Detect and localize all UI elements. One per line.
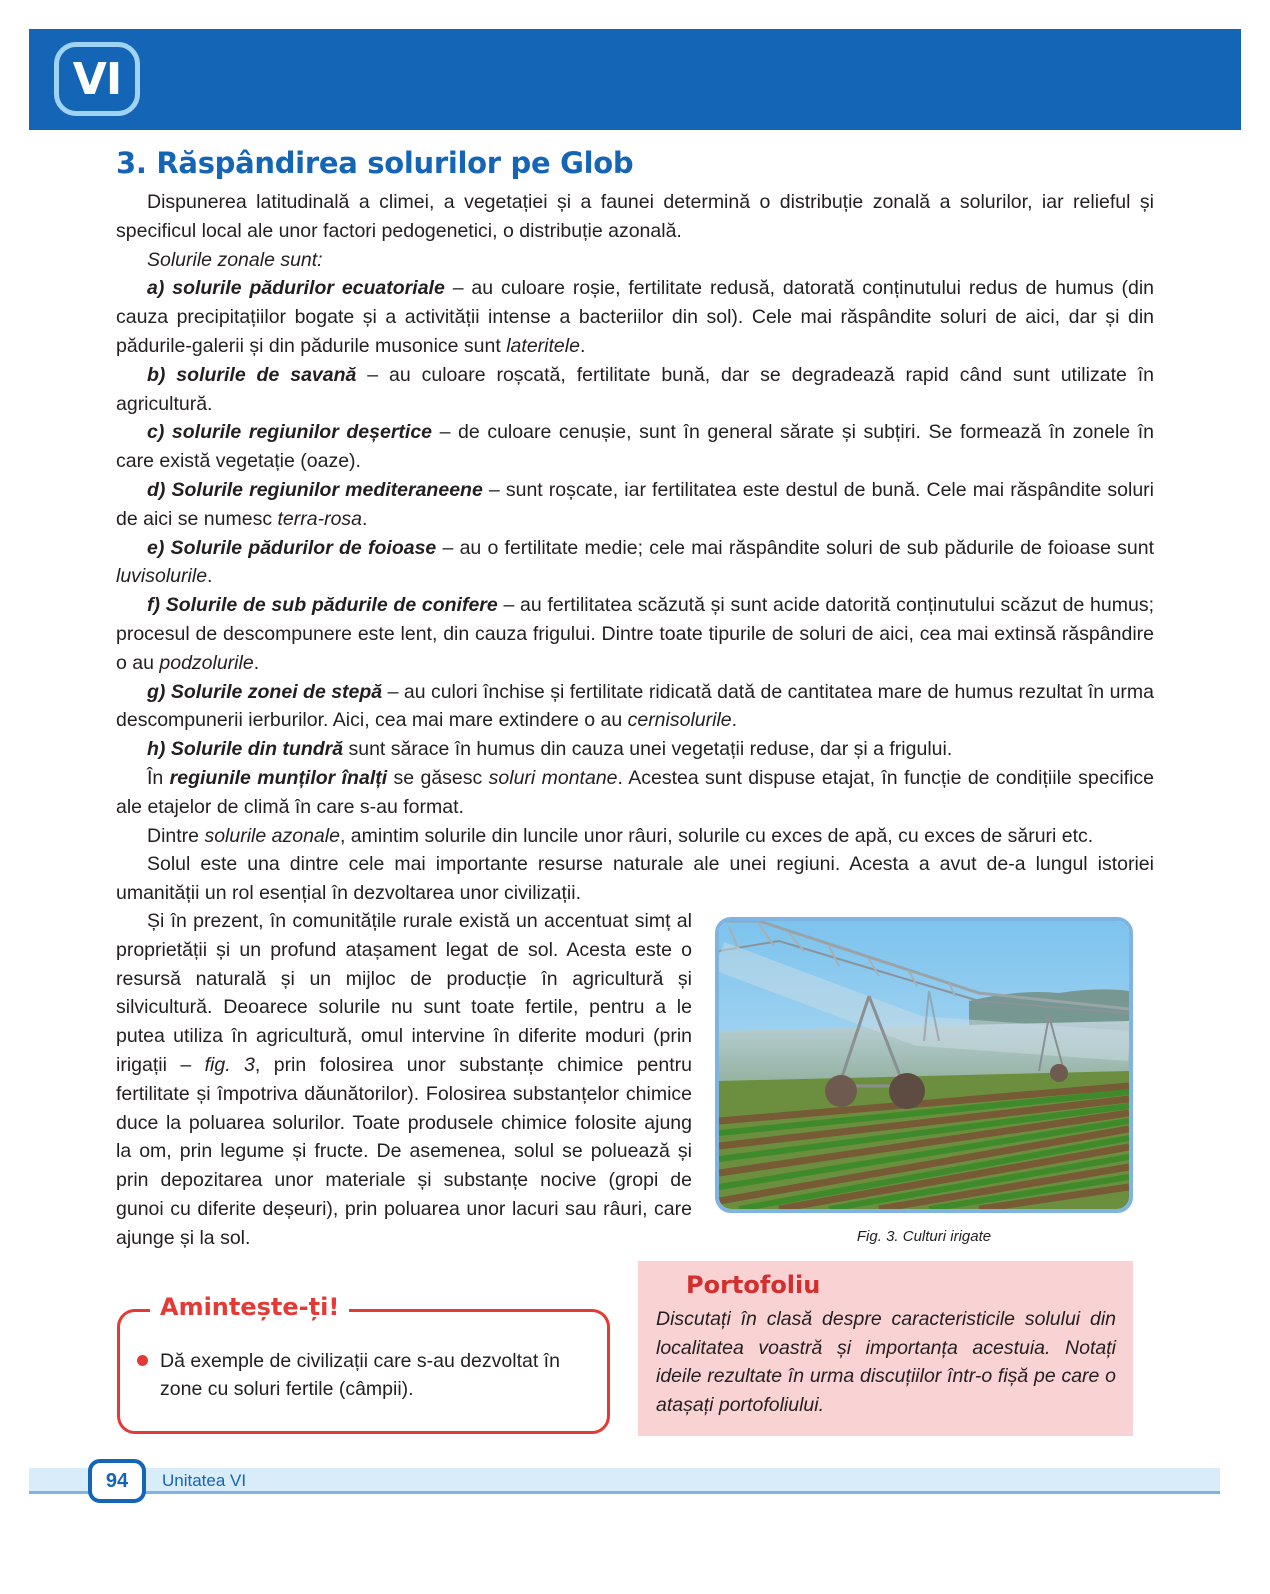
soil-label-g: g) Solurile zonei de stepă bbox=[147, 680, 383, 703]
soil-term-e: luvisolurile bbox=[116, 565, 208, 588]
soil-text-f: – au fertilitatea scăzută și sunt acide datorită conținutului scăzut de humus; procesul de descompunere este lent, din cauza frigului. Dintre toate tipurile de soluri de aici, cea mai extinsă răspândire o au bbox=[116, 594, 1154, 674]
soil-item-e: e) Solurile pădurilor de foioase – au o fertilitate medie; cele mai răspândite soluri de sub pădurile de foioase sunt luvisolurile. bbox=[116, 536, 1154, 588]
soil-label-a: a) solurile pădurilor ecuatoriale bbox=[147, 277, 445, 300]
mountain-mid: se găsesc bbox=[387, 766, 489, 789]
mountain-label: regiunile munților înalți bbox=[169, 766, 388, 789]
unit-badge: VI bbox=[54, 42, 140, 116]
pollution-paragraph bbox=[116, 907, 692, 1253]
azonal-text: , amintim solurile din luncile unor râuri, solurile cu exces de apă, cu exces de săruri etc. bbox=[339, 824, 1094, 847]
mountain-pre: În bbox=[147, 766, 170, 789]
soil-label-e: e) Solurile pădurilor de foioase bbox=[147, 536, 437, 559]
main-text bbox=[116, 188, 1154, 908]
remember-item: Dă exemple de civilizații care s-au dezvoltat în zone cu soluri fertile (câmpii). bbox=[160, 1350, 560, 1400]
remember-title: Amintește-ți! bbox=[150, 1293, 349, 1321]
resource-paragraph: Solul este una dintre cele mai importante resurse naturale ale unei regiuni. Acesta a avut de-a lungul istoriei umanității un rol esențial în dezvoltarea unor civilizații. bbox=[116, 853, 1154, 905]
mountain-text: . Acestea sunt dispuse etajat, în funcție de condițiile specifice ale etajelor de climă în care s-au format. bbox=[116, 766, 1154, 818]
mountain-term: soluri montane bbox=[488, 766, 618, 789]
azonal-term: solurile azonale bbox=[204, 824, 340, 847]
soil-text-d: – sunt roșcate, iar fertilitatea este destul de bună. Cele mai răspândite soluri de aici se numesc bbox=[116, 478, 1154, 530]
soil-label-c: c) solurile regiunilor deșertice bbox=[147, 421, 433, 444]
soil-text-e: – au o fertilitate medie; cele mai răspândite soluri de sub pădurile de foioase sunt bbox=[436, 536, 1154, 559]
bullet-icon bbox=[137, 1355, 148, 1366]
soil-item-f: f) Solurile de sub pădurile de conifere – au fertilitatea scăzută și sunt acide datorită conținutului scăzut de humus; procesul de descompunere este lent, din cauza frigului. Dintre toate tipurile de soluri de aici, cea mai extinsă răspândire o au podzolurile. bbox=[116, 594, 1154, 674]
page-number: 94 bbox=[88, 1459, 146, 1503]
intro-paragraph: Dispunerea latitudinală a climei, a vegetației și a faunei determină o distribuție zonală a solurilor, iar relieful și specificul local ale unor factori pedogenetici, o distribuție azonală. bbox=[116, 191, 1154, 242]
soil-label-f: f) Solurile de sub pădurile de conifere bbox=[147, 594, 498, 617]
soil-item-a: a) solurile pădurilor ecuatoriale – au culoare roșie, fertilitate redusă, datorată conținutului redus de humus (din cauza precipitațiilor bogate și a activității intense a bacteriilor din sol). Cele mai răspândite soluri de aici, dar și din pădurile-galerii și din pădurile musonice sunt lateritele. bbox=[116, 277, 1154, 357]
figure-caption: Fig. 3. Culturi irigate bbox=[856, 1228, 992, 1245]
soil-item-g: g) Solurile zonei de stepă – au culori închise și fertilitate ridicată dată de cantitatea mare de humus rezultat în urma descompunerii ierburilor. Aici, cea mai mare extindere o au cernisolurile. bbox=[116, 680, 1154, 732]
soil-term-a: lateritele bbox=[506, 334, 580, 357]
soil-term-d: terra-rosa bbox=[277, 507, 363, 530]
soil-text-g: – au culori închise și fertilitate ridicată dată de cantitatea mare de humus rezultat în urma descompunerii ierburilor. Aici, cea mai mare extindere o au bbox=[116, 680, 1154, 732]
soil-label-h: h) Solurile din tundră bbox=[147, 738, 344, 761]
portfolio-text: Discutați în clasă despre caracteristicile solului din localitatea voastră și importanța acestuia. Notați ideile rezultate în urma discuțiilor într-o fișă pe care o atașați portofoliului. bbox=[656, 1308, 1116, 1416]
zonal-intro-text: Solurile zonale sunt: bbox=[147, 248, 323, 271]
mountain-paragraph bbox=[116, 764, 1154, 822]
irrigation-illustration bbox=[719, 921, 1129, 1209]
pollution-post: , prin folosirea unor substanțe chimice pentru fertilitate și împotriva dăunătorilor). Folosirea substanțelor chimice duce la poluarea solurilor. Toate produsele chimice folosite ajung la om, prin legume și fructe. De asemenea, solul se poluează și prin depozitarea unor materiale și substanțe nocive (gropi de gunoi cu diferite deșeuri), prin poluarea unor lacuri sau râuri, care ajunge și la sol. bbox=[116, 1053, 692, 1249]
soil-item-b bbox=[116, 361, 1154, 419]
azonal-pre: Dintre bbox=[147, 824, 205, 847]
footer-label: Unitatea VI bbox=[162, 1471, 247, 1490]
soil-label-b: b) solurile de savană bbox=[147, 363, 357, 386]
pollution-pre: Și în prezent, în comunitățile rurale există un accentuat simț al proprietății și un profund atașament legat de sol. Acesta este o resursă naturală și un mijloc de producție în agricultură și silvicultură. Deoarece solurile nu sunt toate fertile, pentru a le putea utiliza în agricultură, omul intervine în diferite moduri (prin irigații – bbox=[116, 910, 692, 1076]
soil-item-d: d) Solurile regiunilor mediteraneene – sunt roșcate, iar fertilitatea este destul de bună. Cele mai răspândite soluri de aici se numesc terra-rosa. bbox=[116, 478, 1154, 530]
azonal-paragraph bbox=[116, 822, 1154, 851]
figure-reference: fig. 3 bbox=[204, 1053, 255, 1076]
header-band bbox=[29, 29, 1241, 130]
soil-item-h bbox=[116, 735, 1154, 764]
soil-term-f: podzolurile bbox=[159, 651, 254, 674]
zonal-intro bbox=[116, 246, 1154, 275]
soil-text-b: – au culoare roșcată, fertilitate bună, dar se degradează rapid când sunt utilizate în agricultură. bbox=[116, 363, 1154, 415]
section-title: 3. Răspândirea solurilor pe Glob bbox=[116, 146, 634, 180]
soil-item-c bbox=[116, 418, 1154, 476]
soil-text-a: – au culoare roșie, fertilitate redusă, datorată conținutului redus de humus (din cauza precipitațiilor bogate și a activității intense a bacteriilor din sol). Cele mai răspândite soluri de aici, dar și din pădurile-galerii și din pădurile musonice sunt bbox=[116, 277, 1154, 357]
portfolio-title: Portofoliu bbox=[686, 1271, 821, 1299]
soil-term-g: cernisolurile bbox=[627, 709, 732, 732]
soil-text-c: – de culoare cenușie, sunt în general sărate și subțiri. Se formează în zonele în care există vegetație (oaze). bbox=[116, 421, 1154, 473]
soil-label-d: d) Solurile regiunilor mediteraneene bbox=[147, 478, 483, 501]
column-text bbox=[116, 907, 692, 1253]
soil-text-h: sunt sărace în humus din cauza unei vegetații reduse, dar și a frigului. bbox=[343, 738, 953, 761]
irrigation-photo bbox=[715, 917, 1133, 1213]
